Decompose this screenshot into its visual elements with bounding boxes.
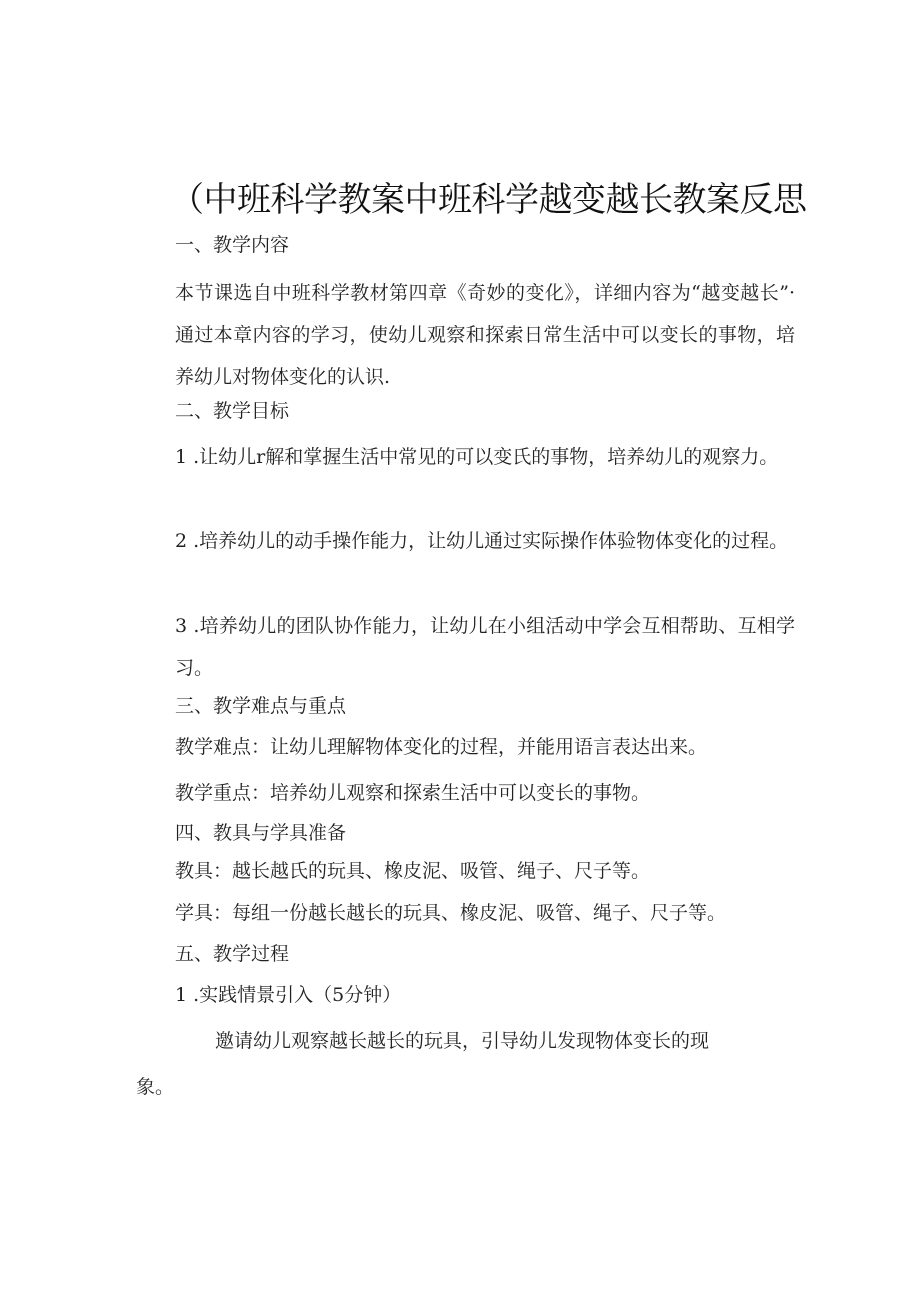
- section-heading-content: 一、教学内容: [175, 234, 290, 256]
- goal-item-3: 3 .培养幼儿的团队协作能力，让幼儿在小组活动中学会互相帮助、互相学习。: [175, 615, 795, 679]
- section-heading-materials: 四、教具与学具准备: [175, 822, 347, 844]
- step-1-heading: 1 .实践情景引入（5分钟）: [175, 984, 402, 1006]
- step-1-paragraph: 邀请幼儿观察越长越长的玩具，引导幼儿发现物体变长的现象。: [136, 1030, 710, 1098]
- goal-item-1: 1 .让幼儿r解和掌握生活中常见的可以变氏的事物，培养幼儿的观察力。: [175, 446, 779, 468]
- teacher-tools-text: 教具：越长越氏的玩具、橡皮泥、吸管、绳子、尺子等。: [175, 860, 651, 882]
- document-title: （中班科学教案中班科学越变越长教案反思: [170, 180, 807, 220]
- section-heading-process: 五、教学过程: [175, 943, 290, 965]
- section-heading-goals: 二、教学目标: [175, 400, 290, 422]
- goal-item-2: 2 .培养幼儿的动手操作能力，让幼儿通过实际操作体验物体变化的过程。: [175, 530, 789, 552]
- student-tools-text: 学具：每组一份越长越长的玩具、橡皮泥、吸管、绳子、尺子等。: [175, 902, 727, 924]
- difficulty-text: 教学难点：让幼儿理解物体变化的过程，并能用语言表达出来。: [175, 736, 708, 758]
- section-heading-difficulty: 三、教学难点与重点: [175, 695, 347, 717]
- key-point-text: 教学重点：培养幼儿观察和探索生活中可以变长的事物。: [175, 782, 651, 804]
- content-paragraph: 本节课选自中班科学教材第四章《奇妙的变化》，详细内容为“越变越长”·通过本章内容的学习，使幼儿观察和探索日常生活中可以变长的事物，培养幼儿对物体变化的认识.: [175, 282, 795, 388]
